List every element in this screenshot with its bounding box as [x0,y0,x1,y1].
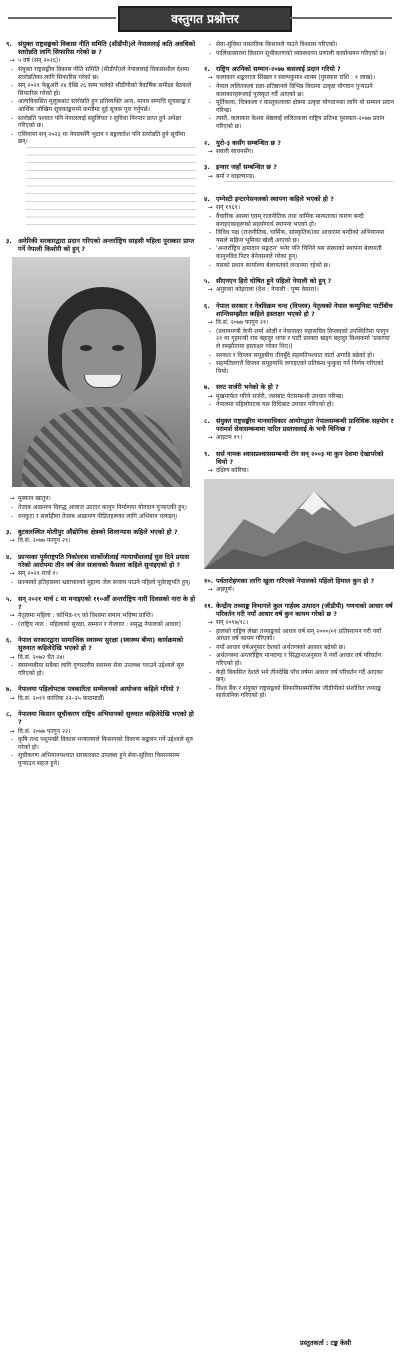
answer-marker: - [208,627,212,635]
answer-line [6,612,196,620]
answer-marker: - [208,327,212,335]
answer-marker: - [208,261,212,269]
question-block [204,450,394,569]
question [6,685,196,693]
question-text: नेपाल सरकारद्वारा सामाजिक स्वास्थ्य सुरक्षा (स्वास्थ्य बीमा) कार्यक्रमको सुरुवात कहिलेदेखि भएको हो ? [18,636,184,653]
answer-line [204,360,394,375]
answer-text: वि.सं. २०११ कात्तिक २२–२५ काठमाडौँ। [18,694,105,702]
question-block [204,41,394,57]
answer-line [204,50,394,58]
answer-line [204,115,394,130]
answer-marker: - [208,49,212,57]
right-column [204,40,394,708]
answer-line [6,752,196,767]
answer-text: अनुराधा कोइराला (देश : नेपाली : पुष्प केसरा)। [216,286,319,294]
answer-marker: - [10,66,14,73]
answer-line [204,262,394,270]
question-block [204,302,394,376]
answer-text: सहमतिलगत्तै विप्लव समूहमाथि लगाइएको प्रतिबन्ध फुकुवा गर्ने निर्णय गरिएको थियो। [216,360,384,375]
answer-text: फ्रान्सको इतिहासमा भ्रष्टाचारको मुद्दामा जेल सजाय पाउने पहिलो पूर्वराष्ट्रपति हुन्। [18,578,191,586]
question-text: सीएनएन हिरो घोषित हुने पहिलो नेपाली को हुन् ? [216,277,332,286]
answer-text: (प्रधानमन्त्री केपी शर्मा ओली र नेकपाका महासचिव विप्लवको उपस्थितिमा फागुन २१ मा गृहमन्त्री राम बहादुर थापा र पार्टी प्रवक्ता खड्ग बहादुर विश्वकर्मा 'प्रकाण्ड' ले सम्झौतामा हस्ताक्षर गरेका थिए।) [216,327,391,351]
answer-line [6,537,196,545]
answer-text: सन् १९६१। [216,204,241,212]
question-number: ७. [204,383,210,392]
question-text: नेपाल सरकार र नेत्रविक्रम चन्द (विप्लव) नेतृत्वको नेपाल कम्युनिस्ट पार्टीबीच शान्तिसम्झौता कहिले हस्ताक्षर भएको हो ? [216,301,393,319]
answer-marker: → [207,392,213,400]
question-number: ७. [6,685,12,694]
answer-text: यसको प्रधान कार्यालय बेलायतको लन्डनमा रहेको छ। [216,261,331,269]
answer-marker: - [208,82,212,90]
answer-text: अर्थतन्त्रमा अन्तर्राष्ट्रिय मापदण्ड र सिद्धान्तअनुसार नै नयाँ आधार वर्ष परिवर्तन गरिएको हो। [216,652,382,668]
question-block [204,383,394,408]
question-block [6,40,196,229]
answer-line [204,328,394,351]
answer-line [6,495,196,503]
question [6,528,196,536]
question [204,195,394,203]
answer-text: सेवा-सुविधा वास्तविक किसानले पाउने विश्वास गरिएको। [216,41,338,48]
answer-line [204,586,394,594]
answer-text: ५ वर्ष (सन् २०२६)। [18,57,61,65]
answer-text: (राष्ट्रिय नारा : महिलाको सुरक्षा, सम्मान र रोजगार : समृद्ध नेपालको आधार) [18,620,181,628]
question-text: एम्नेस्टी इन्टरनेसनलको स्थापना कहिले भएको हो ? [216,195,334,204]
question-block [204,577,394,594]
question [204,302,394,318]
answer-marker: - [10,662,14,670]
answer-text: स्वास्थ्यबीमा सबैका लागि गुणस्तरीय स्वास्थ्य सेवा उपलब्ध गराउने उद्देश्यले सुरु गरिएको हो। [18,662,185,677]
header-rule-left [8,17,116,19]
answer-marker: - [208,229,212,237]
left-column [6,40,196,775]
answer-text: सूचीकरण अभियानपश्चात सरकारबाट उपलब्ध हुने सेवा-सुविधा किसानसम्म पुऱ्याउन सहज हुने। [18,752,180,767]
question-number: ८. [204,416,210,425]
answer-marker: - [208,115,212,123]
answer-text: नेपाल ललितकला प्रज्ञा-प्रतिष्ठानले विभिन्न विधामा उत्कृष्ट योगदान पुऱ्याउने कलाकारहरूलाई पुरस्कृत गर्दै आएको छ। [216,82,373,98]
answer-text: सन् २०२१ फेब्रुअरी २४ देखि २६ सम्म चलेको सीडीपीको त्रैवार्षिक समीक्षा बैठकले सिफारिस गरेको हो। [18,82,192,97]
answer-line [204,352,394,360]
question-block [204,602,394,700]
answer-marker: - [208,99,212,107]
question [204,163,394,171]
answer-text: 'अन्तर्राष्ट्रिय क्षमादान सङ्गठन' भनेर पनि चिनिने यस संस्थाको स्थापना बेलायती कानुनविद पिटर बेनेनसनले गरेका हुन्। [216,245,382,260]
answer-line [6,570,196,578]
question [204,577,394,585]
question [204,383,394,391]
question [6,40,196,56]
answer-marker: → [9,570,15,578]
answer-line [6,98,196,113]
answer-line [6,115,196,130]
answer-line [204,669,394,684]
answer-text: त्यस्तै, कलाकार केशव श्रेष्ठलाई ललितकला राष्ट्रिय प्रतिभा पुरस्कार-२०७७ प्रदान गरिएको छ। [216,115,385,130]
answer-line [204,644,394,652]
question-block [6,237,196,520]
answer-line [6,654,196,662]
question-text: युरो-३ कसँग सम्बन्धित छ ? [216,138,281,147]
question-block [6,636,196,677]
question-text: पर्वतारोहणका लागि खुला गरिएको नेपालको पहिलो हिमाल कुन हो ? [216,576,375,585]
question [6,595,196,611]
question [204,417,394,433]
question-block [6,710,196,767]
answer-line [204,652,394,667]
question [204,602,394,618]
question-number: १. [204,65,210,74]
answer-line [6,662,196,677]
answer-line [6,513,196,521]
page-title: वस्तुगत प्रश्नोत्तर [118,6,292,32]
question-text: अमेरिकी सरकारद्वारा प्रदान गरिएको अन्तर्राष्ट्रिय साहसी महिला पुरस्कार प्राप्त गर्ने नेपाली किशोरी को हुन् ? [18,236,195,254]
answer-marker: → [9,537,15,545]
answer-marker: - [10,752,14,760]
answer-line [204,619,394,627]
answer-text: सरकार र विप्लव समूहबीच तीनबुँदे सहमतिपश्चात वार्ता अगाडि बढेको हो। [216,351,375,359]
question-text: नेपालमा किसान सूचीकरण राष्ट्रिय अभियानको सुरुवात कहिलेदेखि भएको हो ? [18,710,194,727]
question-text: राष्ट्रिय अरनिको सम्मान-२०७७ कसलाई प्रदान गरियो ? [216,65,341,74]
answer-marker: - [10,82,14,90]
question-block [204,163,394,187]
answer-text: सन् २०१७/१८। [216,619,249,627]
answer-line [6,621,196,629]
question-number: ४. [204,195,210,204]
answer-text: सवारी साधनसँग। [216,147,254,155]
answer-marker: - [10,512,14,520]
answer-line [6,695,196,703]
body-text-lines [26,147,196,177]
answer-text: पालिकास्तरमा किसान सूचीकरणको व्यवस्थापन प्रणाली कार्यान्वयन गरिएको छ। [216,49,387,57]
answer-marker: - [208,351,212,359]
question [204,65,394,73]
answer-marker: - [10,114,14,122]
answer-text: वि.सं. २०७७ फागुन २२। [18,727,71,735]
mountain-photo [204,479,394,569]
answer-line [204,74,394,82]
question-text: फ्रान्सका पूर्वराष्ट्रपति निकोलास सार्कोजीलाई न्यायाधीशलाई घुस दिने प्रयास गरेको आरोपमा तीन वर्ष जेल सजायको फैसला कहिले सुनाइएको हो ? [18,552,190,570]
answer-text: मूर्तिकला, चित्रकला र वास्तुकलाका क्षेत्रमा उत्कृष्ट योगदानका लागि यो सम्मान प्रदान गरिन्छ। [216,99,394,114]
question-number: ८. [6,710,12,719]
answer-marker: - [208,668,212,676]
answer-text: विविध पक्ष (राजनीतिक, धार्मिक, सांस्कृतिक)का आधारमा बन्दीको अभियानमा यसले सक्रिय भूमिका खेल्दै आएको छ। [216,229,385,244]
answer-line [204,685,394,700]
question-block [204,277,394,294]
question [204,450,394,466]
answer-marker: → [207,619,213,627]
answer-line [204,434,394,442]
question-number: ९. [6,40,12,48]
question-number: ५. [6,594,12,603]
answer-text: केही विकसित देशले भने तीनदेखि पाँच वर्षमा आधार वर्ष परिवर्तन गर्दै आएका छन्। [216,668,383,684]
answer-line [6,57,196,65]
answer-marker: → [207,147,213,155]
answer-line [204,83,394,98]
answer-line [204,319,394,327]
answer-line [6,736,196,751]
author-credit: प्रस्तुतकर्ता : टङ्क केसी [300,1339,351,1347]
answer-line [204,173,394,181]
question-number: २. [204,138,210,147]
answer-text: एसियामा सन् २०२३ मा नेपालसँगै भुटान र बङ्गलादेश पनि स्तरोन्नति हुने सूचीमा छन्। [18,130,186,146]
answer-marker: → [207,434,213,442]
question-text: संयुक्त राष्ट्रसङ्घीय मानवाधिकार आयोगद्वारा नेपालसम्बन्धी प्राविधिक सहयोग र परामर्श सेवासम्बन्धमा पारित प्रस्तावलाई के भनी चिनिन्छ ? [216,416,394,434]
header-rule-right [290,17,392,19]
question-number: ३. [6,528,12,537]
answer-text: कलाकार शङ्करराज सिंखल र स्वल्पकुमार शाक्य (पुरस्कार राशि : १ लाख)। [216,74,376,82]
answer-text: कृषि तथा पशुपन्छी विकास मन्त्रालयले किसानको विवरण सङ्कलन गर्ने उद्देश्यले सुरु गरेको हो। [18,736,194,751]
question-text: बुटवलस्थित मोतीपुर औद्योगिक क्षेत्रको शिलान्यास कहिले भएको हो ? [18,528,178,537]
question [6,237,196,253]
answer-marker: - [10,620,14,628]
answer-line [204,467,394,475]
question-number: ६. [204,301,210,310]
question-block [204,139,394,156]
answer-text: मुस्कान खातुन। [18,495,51,503]
answer-marker: - [10,98,14,106]
portrait-photo [12,257,190,487]
answer-text: सन् २०२१ मार्च १। [18,570,58,578]
answer-marker: - [208,401,212,409]
answer-text: नेतृत्वमा महिला : कोभिड-१९ को विश्वमा समान भविष्य प्राप्ति। [18,611,153,619]
question-block [204,65,394,130]
answer-marker: → [9,653,15,661]
question [204,277,394,285]
answer-line [204,393,394,401]
answer-marker: - [10,578,14,586]
question-block [6,685,196,702]
question-block [6,553,196,587]
question-number: ४. [6,552,12,561]
answer-marker: - [10,503,14,511]
answer-line [204,99,394,114]
answer-text: दक्षिण कोरिया। [216,467,249,475]
answer-line [204,148,394,156]
answer-line [204,213,394,228]
answer-marker: → [207,74,213,82]
answer-line [6,728,196,736]
question-number: ९. [204,449,210,458]
question-text: संयुक्त राष्ट्रसङ्घको विकास नीति समिति (सीडीपी)ले नेपाललाई कति अवधिको स्तरोन्नति लागि सिफारिस गरेको छ ? [18,40,196,57]
question-number: ६. [6,636,12,645]
answer-text: संयुक्त राष्ट्रसङ्घीय विकास नीति समिति (सीडीपी)ले नेपाललाई विकासशील देशमा स्तरोन्नतिका लागि सिफारिस गरेको छ। [18,66,190,81]
answer-text: अल्पविकसित मुलुकबाट स्तरोन्नति हुन प्रतिव्यक्ति आय, मानव सम्पत्ति सूचकाङ्क र आर्थिक जोखिम सूचकाङ्कमध्ये कम्तीमा दुई सूचक पूरा गर्नुपर्छ। [18,98,190,113]
answer-text: नयाँ आधार वर्षअनुसार देशको अर्थतन्त्रको आकार बढेको छ। [216,643,346,651]
body-text-lines [26,209,196,229]
answer-line [204,204,394,212]
question-text: नेपालमा पहिलोपटक पत्रकारिता सम्मेलनको आयोजना कहिले गरियो ? [18,685,180,694]
question-text: स्लट सर्जरी भनेको के हो ? [216,383,279,392]
answer-text: स्तरोन्नति पश्चात पनि नेपाललाई सहुलियत र सुविधा निरन्तर प्राप्त हुने अपेक्षा गरिएको छ। [18,114,182,130]
answer-line [204,628,394,643]
answer-marker: → [207,286,213,294]
question [6,553,196,569]
answer-text: वि.सं. २०७७ फागुन २१। [18,537,71,545]
answer-line [204,41,394,49]
answer-marker: → [207,319,213,327]
answer-line [204,229,394,244]
answer-marker: - [10,130,14,138]
answer-text: हालको राष्ट्रिय लेखा तथ्याङ्कको आधार वर्ष सन् २०००/०१ प्रतिस्थापन गरी नयाँ आधार वर्ष कायम गरिएको। [216,627,382,643]
answer-marker: - [208,212,212,220]
answer-marker: - [208,245,212,253]
answer-marker: → [9,727,15,735]
question-block [204,195,394,269]
answer-marker: → [9,611,15,619]
answer-text: वैचारिक आस्था एवम् राजनीतिक तथा धार्मिक मान्यताका कारण बन्दी बनाइएकाहरूको सहयोगार्थ स्थापना भएको हो। [216,212,364,228]
question-block [6,595,196,629]
answer-marker: → [207,586,213,594]
question-number: ५. [204,277,210,286]
answer-marker: → [207,467,213,475]
answer-line [204,286,394,294]
answer-line [6,131,196,146]
answer-marker: → [207,204,213,212]
answer-marker: → [207,172,213,180]
question [6,710,196,726]
question-number: १०. [204,576,214,585]
answer-text: तेजाब आक्रमण विरुद्ध आवाज उठाएर कानुन निर्माणमा योगदान पुऱ्याएकी हुन्। [18,503,187,511]
answer-line [6,579,196,587]
answer-text: आइटम १९। [216,434,243,442]
answer-text: अन्नपूर्ण। [216,586,235,594]
question-block [6,528,196,545]
answer-marker: - [208,684,212,692]
question [204,139,394,147]
answer-line [6,504,196,512]
answer-line [6,66,196,81]
question-text: सर्स नामक श्वासप्रश्वाससम्बन्धी रोग सन् २००३ मा कुन देशमा देखापरेको थियो ? [216,449,384,467]
answer-marker: - [208,643,212,651]
answer-marker: - [208,360,212,368]
body-text-lines [26,178,196,208]
answer-line [204,245,394,260]
answer-marker: - [10,736,14,744]
answer-line [6,82,196,97]
answer-marker: → [9,694,15,702]
question-text: सन् २०२१ मार्च ८ मा मनाइएको ११०औँ अन्तर्राष्ट्रिय नारी दिवसको नारा के हो ? [18,594,196,611]
question-block [204,417,394,442]
answer-text: बर्मा र थाइल्यान्ड। [216,172,255,180]
answer-text: मुखमार्फत गरिने सर्जरी, जसबाट पेटसम्बन्धी उपचार गरिन्छ। [216,392,344,400]
question-text: केन्द्रीय तथ्याङ्क विभागले कुल गार्हस्थ उत्पादन (जीडीपी) गणनाको आधार वर्ष परिवर्तन गरी नयाँ आधार वर्ष कुन कायम गरेको छ ? [216,601,393,618]
body-text-lines [224,181,394,187]
answer-line [204,401,394,409]
question-number: ३. [204,163,210,172]
answer-text: वि.सं. २०७७ फागुन २१। [216,319,269,327]
question-number: ३. [6,236,12,245]
answer-text: वि.सं. २०७२ चैत २४। [18,653,65,661]
answer-marker: → [9,495,15,503]
answer-text: विश्व बैंक र संयुक्त राष्ट्रसङ्घको सिफारिसबमोजिम जीडीपीको संशोधित तथ्याङ्क सार्वजनिक गरिएको हो। [216,684,382,700]
answer-text: धनकुटा र सर्लाहीमा तेजाब आक्रमण पीडितहरूका लागि अभियान चलाइन्। [18,512,178,520]
question-number: ११. [204,601,214,610]
question [6,636,196,652]
question-text: इन्वार जहाँ सम्बन्धित छ ? [216,163,277,172]
answer-marker: → [9,57,15,65]
answer-marker: - [208,652,212,660]
answer-text: नेपालमा पहिलोपटक यस विधिबाट उपचार गरिएको हो। [216,401,334,409]
answer-marker: - [208,41,212,48]
